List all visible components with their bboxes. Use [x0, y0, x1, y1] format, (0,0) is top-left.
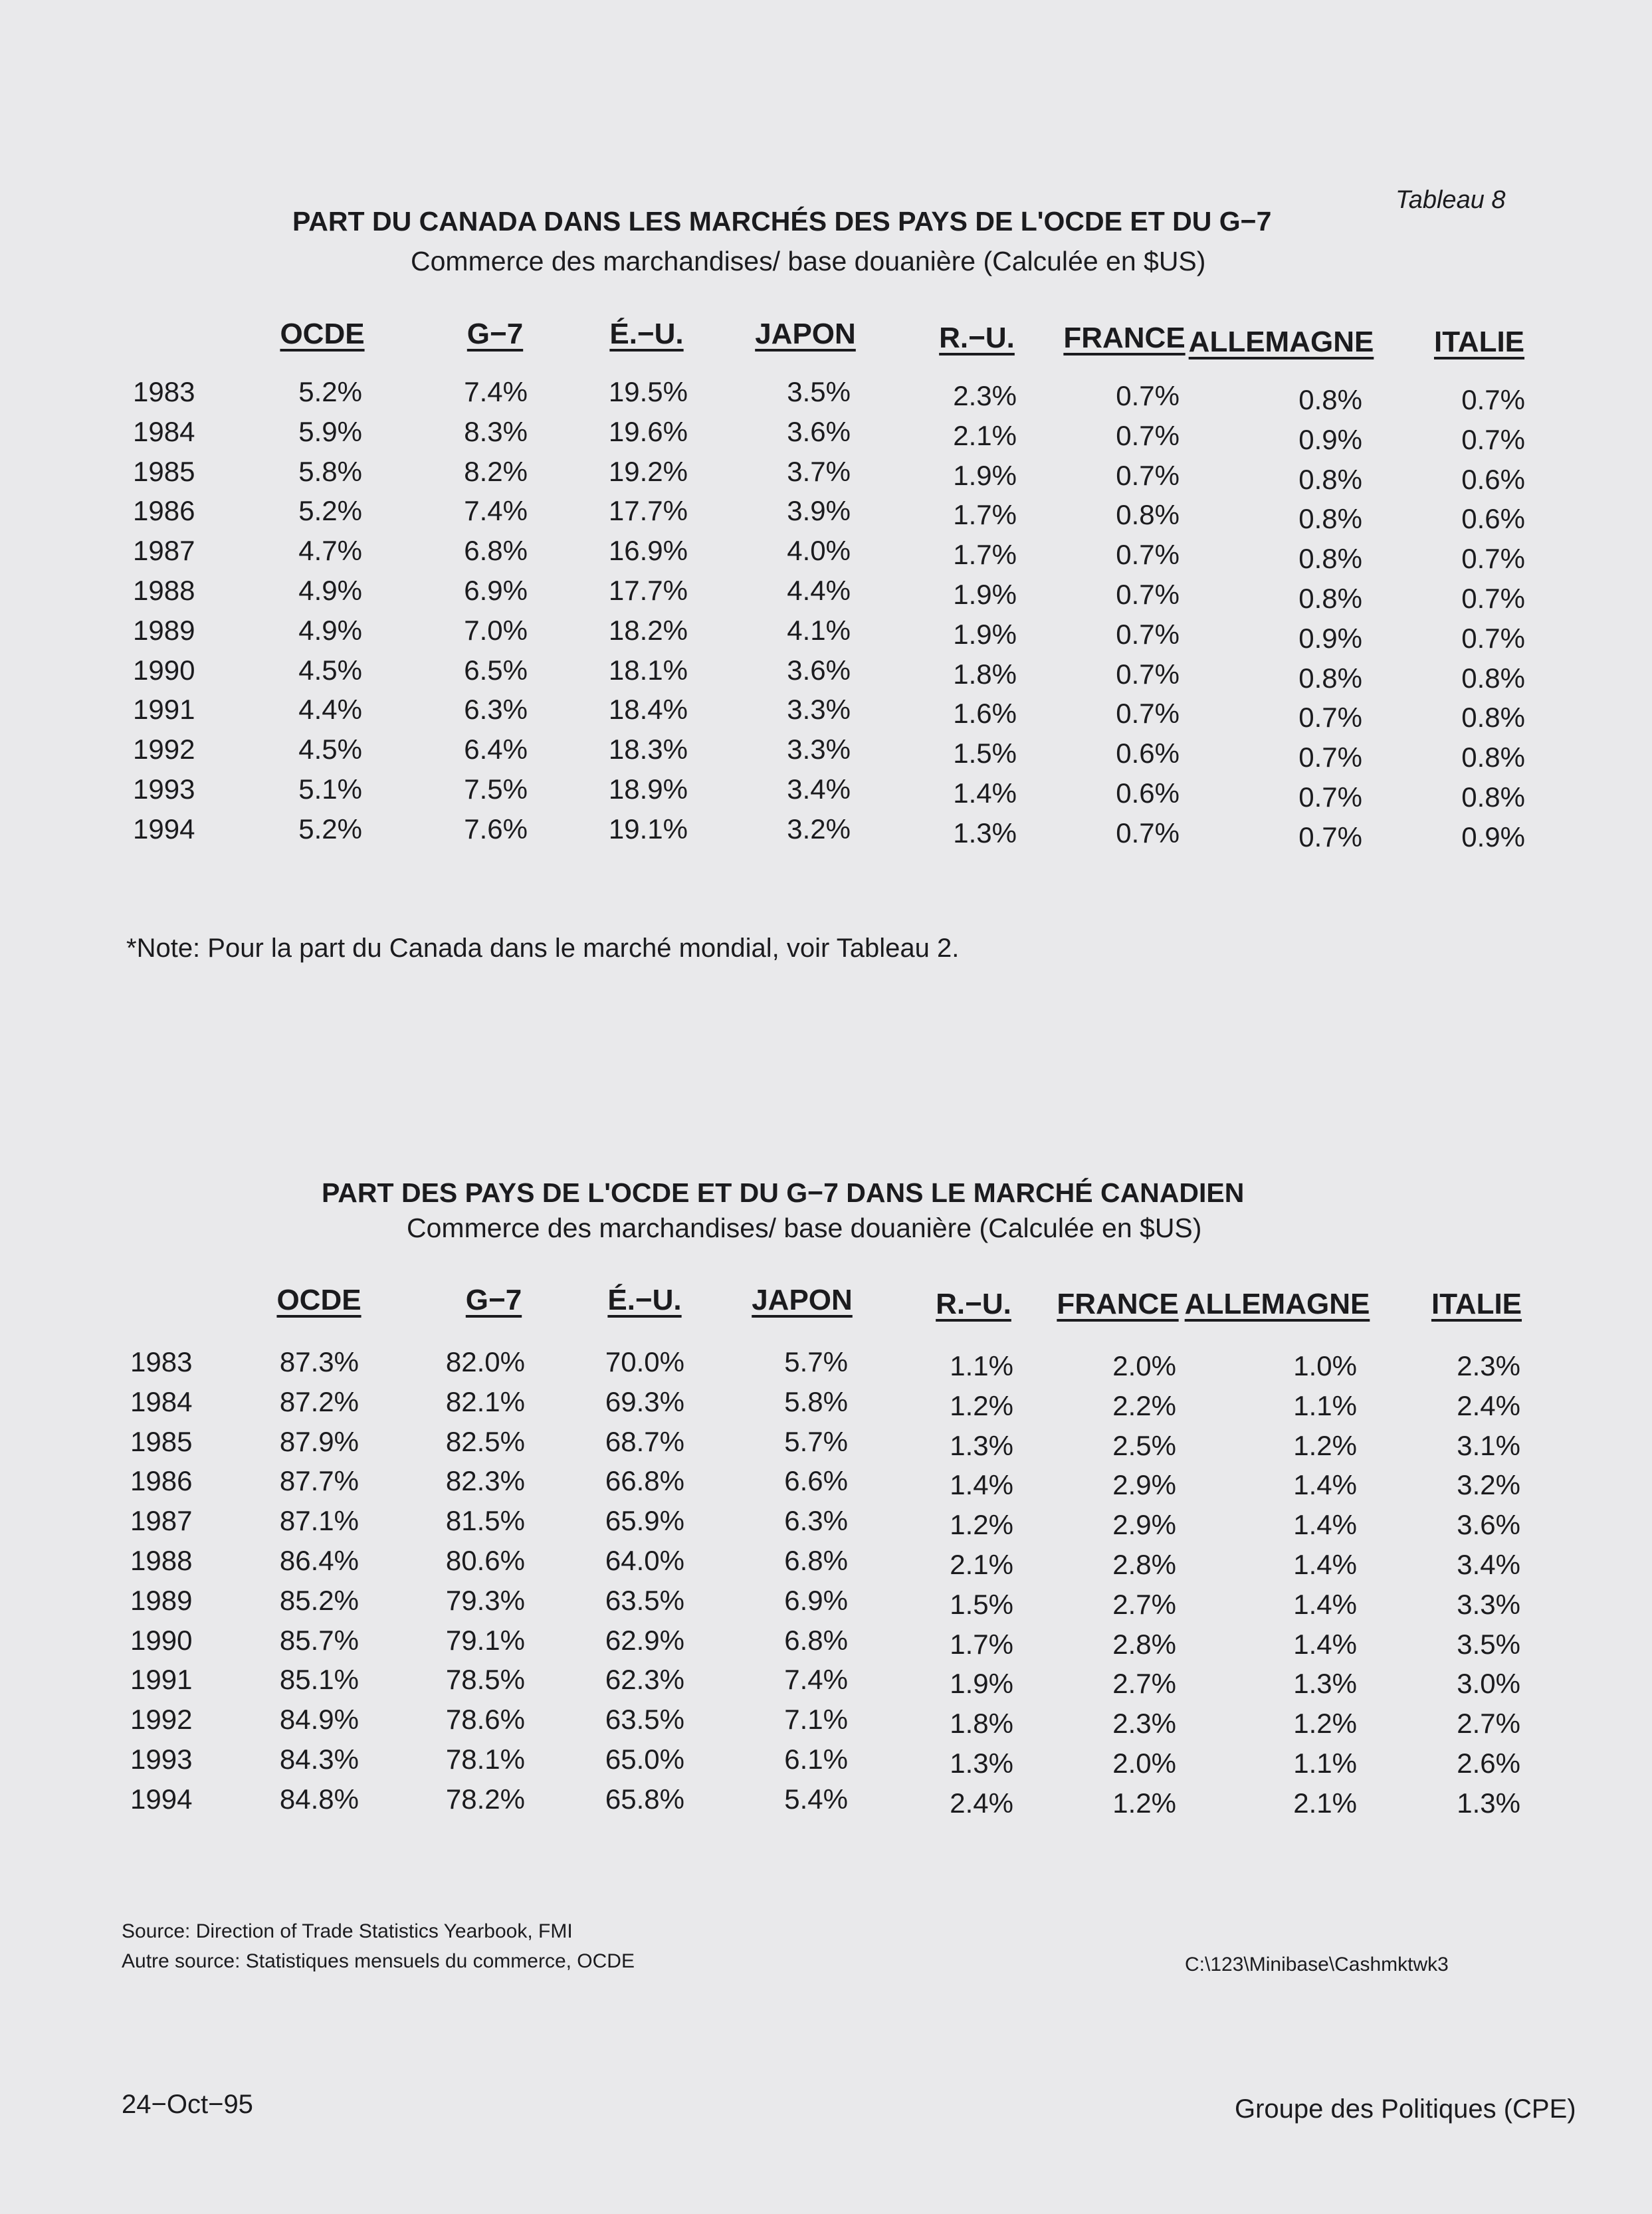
row-year: 1993: [130, 1744, 193, 1775]
table-cell: 2.9%: [1112, 1509, 1176, 1541]
table-cell: 0.7%: [1116, 380, 1180, 411]
table-1-subtitle: Commerce des marchandises/ base douanière (Calculée en $US): [411, 246, 1206, 276]
table-cell: 66.8%: [605, 1465, 684, 1497]
table-cell: 5.7%: [784, 1425, 848, 1457]
table-cell: 2.8%: [1112, 1628, 1176, 1660]
row-year: 1989: [133, 614, 195, 646]
row-year: 1986: [133, 495, 195, 527]
table-cell: 63.5%: [605, 1704, 684, 1736]
row-year: 1983: [133, 376, 195, 407]
table-cell: 4.9%: [298, 614, 362, 646]
row-year: 1987: [130, 1505, 193, 1537]
table-cell: 18.2%: [608, 614, 688, 646]
table-cell: 5.7%: [784, 1346, 848, 1377]
table-cell: 62.9%: [605, 1624, 684, 1656]
table-cell: 84.9%: [279, 1704, 359, 1736]
column-header: OCDE: [276, 1284, 361, 1316]
table-cell: 1.2%: [1293, 1708, 1357, 1740]
table-cell: 1.4%: [950, 1469, 1013, 1501]
table-cell: 1.5%: [953, 738, 1017, 769]
column-header: FRANCE: [1057, 1288, 1179, 1320]
column-header: JAPON: [752, 1284, 853, 1316]
table-cell: 3.4%: [1457, 1549, 1520, 1580]
table-cell: 0.8%: [1461, 662, 1525, 694]
table-cell: 6.9%: [464, 575, 528, 606]
table-cell: 0.8%: [1461, 742, 1525, 773]
table-cell: 79.1%: [445, 1624, 525, 1656]
table-cell: 1.1%: [1293, 1748, 1357, 1779]
table-cell: 1.4%: [1293, 1588, 1357, 1620]
row-year: 1985: [130, 1425, 193, 1457]
table-cell: 2.6%: [1457, 1748, 1520, 1779]
table-cell: 5.2%: [298, 495, 362, 527]
table-cell: 2.0%: [1112, 1748, 1176, 1779]
table-cell: 0.6%: [1116, 738, 1180, 769]
table-cell: 1.3%: [1293, 1668, 1357, 1700]
table-cell: 8.3%: [464, 415, 528, 447]
table-cell: 1.2%: [950, 1389, 1013, 1421]
table-cell: 0.7%: [1116, 459, 1180, 491]
table-cell: 87.2%: [279, 1385, 359, 1417]
source-line-2: Autre source: Statistiques mensuels du commerce, OCDE: [122, 1950, 635, 1972]
table-cell: 78.5%: [445, 1664, 525, 1696]
table-1-title: PART DU CANADA DANS LES MARCHÉS DES PAYS DE L'OCDE ET DU G−7: [292, 206, 1272, 237]
table-cell: 6.3%: [784, 1505, 848, 1537]
table-cell: 65.9%: [605, 1505, 684, 1537]
column-header: ALLEMAGNE: [1188, 326, 1374, 358]
row-year: 1990: [133, 654, 195, 686]
table-cell: 16.9%: [608, 535, 688, 567]
table-cell: 1.0%: [1293, 1350, 1357, 1381]
table-cell: 1.2%: [1112, 1787, 1176, 1819]
row-year: 1986: [130, 1465, 193, 1497]
row-year: 1985: [133, 455, 195, 487]
row-year: 1988: [130, 1545, 193, 1576]
row-year: 1994: [133, 813, 195, 845]
table-cell: 85.7%: [279, 1624, 359, 1656]
table-cell: 3.3%: [1457, 1588, 1520, 1620]
table-cell: 70.0%: [605, 1346, 684, 1377]
table-cell: 2.7%: [1112, 1588, 1176, 1620]
table-cell: 65.0%: [605, 1744, 684, 1775]
row-year: 1987: [133, 535, 195, 567]
table-cell: 1.7%: [950, 1628, 1013, 1660]
table-cell: 69.3%: [605, 1385, 684, 1417]
table-cell: 1.8%: [950, 1708, 1013, 1740]
table-cell: 84.8%: [279, 1783, 359, 1815]
column-header: OCDE: [280, 318, 365, 350]
table-cell: 3.9%: [787, 495, 851, 527]
table-cell: 65.8%: [605, 1783, 684, 1815]
table-cell: 87.1%: [279, 1505, 359, 1537]
column-header: É.−U.: [609, 318, 684, 350]
table-cell: 87.7%: [279, 1465, 359, 1497]
table-cell: 2.1%: [953, 419, 1017, 451]
table-cell: 68.7%: [605, 1425, 684, 1457]
table-cell: 2.0%: [1112, 1350, 1176, 1381]
table-cell: 0.8%: [1298, 384, 1362, 415]
table-cell: 3.2%: [787, 813, 851, 845]
table-cell: 3.3%: [787, 734, 851, 765]
row-year: 1989: [130, 1584, 193, 1616]
row-year: 1983: [130, 1346, 193, 1377]
table-cell: 5.8%: [784, 1385, 848, 1417]
table-cell: 85.2%: [279, 1584, 359, 1616]
table-cell: 0.7%: [1116, 419, 1180, 451]
table-cell: 3.0%: [1457, 1668, 1520, 1700]
table-cell: 3.6%: [1457, 1509, 1520, 1541]
table-cell: 1.3%: [950, 1429, 1013, 1461]
table-cell: 2.5%: [1112, 1429, 1176, 1461]
column-header: É.−U.: [607, 1284, 682, 1316]
table-cell: 8.2%: [464, 455, 528, 487]
table-cell: 82.0%: [445, 1346, 525, 1377]
note: *Note: Pour la part du Canada dans le marché mondial, voir Tableau 2.: [126, 934, 960, 963]
table-cell: 0.7%: [1461, 423, 1525, 455]
table-cell: 7.4%: [464, 376, 528, 407]
table-cell: 0.7%: [1461, 583, 1525, 614]
table-cell: 1.4%: [1293, 1628, 1357, 1660]
row-year: 1992: [130, 1704, 193, 1736]
table-cell: 6.9%: [784, 1584, 848, 1616]
table-cell: 6.8%: [464, 535, 528, 567]
table-cell: 6.8%: [784, 1624, 848, 1656]
column-header: G−7: [465, 1284, 522, 1316]
table-cell: 2.3%: [1112, 1708, 1176, 1740]
column-header: ITALIE: [1431, 1288, 1522, 1320]
row-year: 1991: [133, 694, 195, 726]
table-cell: 2.7%: [1457, 1708, 1520, 1740]
column-header: ITALIE: [1433, 326, 1525, 358]
table-cell: 2.4%: [950, 1787, 1013, 1819]
table-cell: 3.5%: [787, 376, 851, 407]
tableau-label: Tableau 8: [1395, 186, 1506, 214]
table-cell: 5.9%: [298, 415, 362, 447]
table-cell: 3.6%: [787, 654, 851, 686]
table-cell: 4.4%: [787, 575, 851, 606]
table-cell: 3.2%: [1457, 1469, 1520, 1501]
table-cell: 2.9%: [1112, 1469, 1176, 1501]
table-cell: 0.8%: [1298, 662, 1362, 694]
table-cell: 63.5%: [605, 1584, 684, 1616]
table-cell: 6.4%: [464, 734, 528, 765]
table-cell: 4.1%: [787, 614, 851, 646]
table-cell: 0.7%: [1298, 742, 1362, 773]
table-cell: 3.3%: [787, 694, 851, 726]
table-cell: 0.6%: [1461, 463, 1525, 495]
table-cell: 0.8%: [1461, 781, 1525, 813]
table-cell: 1.4%: [1293, 1549, 1357, 1580]
table-cell: 18.3%: [608, 734, 688, 765]
table-cell: 6.1%: [784, 1744, 848, 1775]
table-cell: 86.4%: [279, 1545, 359, 1576]
table-cell: 17.7%: [608, 495, 688, 527]
table-cell: 1.3%: [953, 817, 1017, 849]
source-line-1: Source: Direction of Trade Statistics Yearbook, FMI: [122, 1920, 573, 1942]
table-cell: 1.4%: [1293, 1469, 1357, 1501]
table-cell: 19.1%: [608, 813, 688, 845]
table-cell: 1.3%: [950, 1748, 1013, 1779]
table-cell: 19.6%: [608, 415, 688, 447]
column-header: R.−U.: [939, 322, 1015, 354]
footer-date: 24−Oct−95: [122, 2090, 253, 2119]
table-cell: 3.4%: [787, 773, 851, 805]
column-header: JAPON: [755, 318, 856, 350]
table-cell: 82.5%: [445, 1425, 525, 1457]
table-cell: 0.9%: [1461, 821, 1525, 853]
row-year: 1991: [130, 1664, 193, 1696]
table-cell: 18.4%: [608, 694, 688, 726]
table-cell: 4.5%: [298, 654, 362, 686]
table-cell: 6.5%: [464, 654, 528, 686]
table-cell: 1.2%: [950, 1509, 1013, 1541]
table-cell: 0.7%: [1116, 618, 1180, 650]
table-cell: 78.1%: [445, 1744, 525, 1775]
table-cell: 7.1%: [784, 1704, 848, 1736]
table-cell: 0.7%: [1298, 781, 1362, 813]
file-path: C:\123\Minibase\Cashmktwk3: [1185, 1954, 1449, 1975]
table-cell: 7.0%: [464, 614, 528, 646]
table-2-subtitle: Commerce des marchandises/ base douanière (Calculée en $US): [407, 1213, 1202, 1243]
table-cell: 87.9%: [279, 1425, 359, 1457]
table-cell: 5.2%: [298, 376, 362, 407]
table-cell: 7.6%: [464, 813, 528, 845]
row-year: 1984: [133, 415, 195, 447]
table-cell: 0.8%: [1298, 583, 1362, 614]
table-cell: 81.5%: [445, 1505, 525, 1537]
table-cell: 4.9%: [298, 575, 362, 606]
table-cell: 1.9%: [950, 1668, 1013, 1700]
table-cell: 18.1%: [608, 654, 688, 686]
table-cell: 19.2%: [608, 455, 688, 487]
table-cell: 5.1%: [298, 773, 362, 805]
table-cell: 1.5%: [950, 1588, 1013, 1620]
table-cell: 3.5%: [1457, 1628, 1520, 1660]
table-cell: 0.8%: [1116, 499, 1180, 531]
table-cell: 0.8%: [1461, 702, 1525, 734]
table-cell: 1.9%: [953, 459, 1017, 491]
table-cell: 84.3%: [279, 1744, 359, 1775]
table-cell: 0.7%: [1116, 579, 1180, 610]
table-cell: 78.2%: [445, 1783, 525, 1815]
column-header: FRANCE: [1063, 322, 1186, 354]
table-cell: 2.2%: [1112, 1389, 1176, 1421]
table-cell: 0.9%: [1298, 423, 1362, 455]
table-cell: 4.7%: [298, 535, 362, 567]
footer-org: Groupe des Politiques (CPE): [1235, 2094, 1576, 2124]
table-cell: 0.6%: [1461, 503, 1525, 535]
table-cell: 1.9%: [953, 579, 1017, 610]
table-cell: 0.8%: [1298, 543, 1362, 575]
row-year: 1988: [133, 575, 195, 606]
table-cell: 5.4%: [784, 1783, 848, 1815]
table-cell: 6.3%: [464, 694, 528, 726]
table-cell: 1.7%: [953, 539, 1017, 571]
table-cell: 87.3%: [279, 1346, 359, 1377]
table-cell: 2.7%: [1112, 1668, 1176, 1700]
table-cell: 17.7%: [608, 575, 688, 606]
table-cell: 1.3%: [1457, 1787, 1520, 1819]
table-2-title: PART DES PAYS DE L'OCDE ET DU G−7 DANS LE MARCHÉ CANADIEN: [322, 1177, 1245, 1208]
column-header: ALLEMAGNE: [1184, 1288, 1370, 1320]
table-cell: 3.1%: [1457, 1429, 1520, 1461]
table-cell: 0.7%: [1298, 821, 1362, 853]
table-cell: 6.8%: [784, 1545, 848, 1576]
table-cell: 1.2%: [1293, 1429, 1357, 1461]
table-cell: 1.8%: [953, 658, 1017, 690]
row-year: 1990: [130, 1624, 193, 1656]
table-cell: 1.1%: [1293, 1389, 1357, 1421]
table-cell: 2.4%: [1457, 1389, 1520, 1421]
table-cell: 7.4%: [464, 495, 528, 527]
row-year: 1993: [133, 773, 195, 805]
table-cell: 5.8%: [298, 455, 362, 487]
table-cell: 3.6%: [787, 415, 851, 447]
column-header: R.−U.: [936, 1288, 1011, 1320]
table-cell: 78.6%: [445, 1704, 525, 1736]
table-cell: 19.5%: [608, 376, 688, 407]
row-year: 1984: [130, 1385, 193, 1417]
table-cell: 0.7%: [1298, 702, 1362, 734]
table-cell: 1.1%: [950, 1350, 1013, 1381]
table-cell: 2.1%: [950, 1549, 1013, 1580]
table-cell: 7.4%: [784, 1664, 848, 1696]
table-cell: 7.5%: [464, 773, 528, 805]
table-cell: 1.9%: [953, 618, 1017, 650]
row-year: 1994: [130, 1783, 193, 1815]
table-cell: 4.0%: [787, 535, 851, 567]
table-cell: 0.7%: [1116, 698, 1180, 730]
table-cell: 0.9%: [1298, 622, 1362, 654]
table-cell: 6.6%: [784, 1465, 848, 1497]
table-cell: 4.5%: [298, 734, 362, 765]
table-cell: 5.2%: [298, 813, 362, 845]
table-cell: 0.7%: [1461, 384, 1525, 415]
table-cell: 0.7%: [1461, 543, 1525, 575]
table-cell: 64.0%: [605, 1545, 684, 1576]
table-cell: 0.8%: [1298, 503, 1362, 535]
table-cell: 79.3%: [445, 1584, 525, 1616]
table-cell: 80.6%: [445, 1545, 525, 1576]
table-cell: 1.7%: [953, 499, 1017, 531]
table-cell: 4.4%: [298, 694, 362, 726]
table-cell: 1.6%: [953, 698, 1017, 730]
table-cell: 2.8%: [1112, 1549, 1176, 1580]
table-cell: 18.9%: [608, 773, 688, 805]
table-cell: 3.7%: [787, 455, 851, 487]
table-cell: 0.7%: [1116, 817, 1180, 849]
table-cell: 2.1%: [1293, 1787, 1357, 1819]
table-cell: 0.7%: [1116, 658, 1180, 690]
table-cell: 62.3%: [605, 1664, 684, 1696]
column-header: G−7: [466, 318, 524, 350]
table-cell: 82.1%: [445, 1385, 525, 1417]
table-cell: 1.4%: [953, 777, 1017, 809]
table-cell: 1.4%: [1293, 1509, 1357, 1541]
table-cell: 2.3%: [1457, 1350, 1520, 1381]
table-cell: 0.6%: [1116, 777, 1180, 809]
table-cell: 2.3%: [953, 380, 1017, 411]
table-cell: 85.1%: [279, 1664, 359, 1696]
table-cell: 82.3%: [445, 1465, 525, 1497]
row-year: 1992: [133, 734, 195, 765]
table-cell: 0.7%: [1461, 622, 1525, 654]
table-cell: 0.7%: [1116, 539, 1180, 571]
table-cell: 0.8%: [1298, 463, 1362, 495]
